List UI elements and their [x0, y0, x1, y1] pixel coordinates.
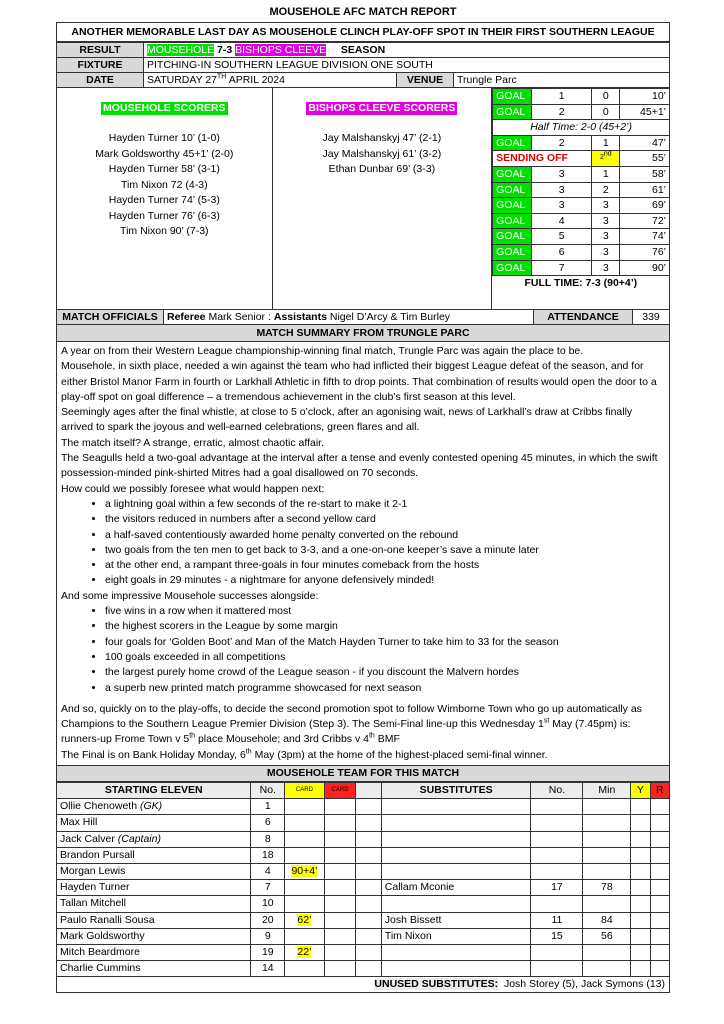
min-header: Min [583, 783, 631, 799]
sub-name [381, 961, 531, 977]
spacer-cell [356, 847, 381, 863]
goal-label: GOAL [493, 89, 532, 105]
goal-minute: 69’ [620, 198, 669, 214]
away-scorer: Ethan Dunbar 69’ (3-3) [328, 163, 436, 175]
sub-red-header: R [650, 783, 669, 799]
home-scorer: Hayden Turner 10’ (1-0) [108, 132, 220, 144]
sub-name: Josh Bissett [381, 912, 531, 928]
scorers-section [57, 88, 669, 310]
away-scorers-title: BISHOPS CLEEVE SCORERS [308, 102, 456, 114]
success-item: • four goals for ‘Golden Boot’ and Man of the Match Hayden Turner to take him to 33 for the season [105, 635, 665, 650]
red-card-minute [324, 799, 356, 815]
highlight-item: • the visitors reduced in numbers after a second yellow card [105, 512, 665, 527]
sub-minute [583, 945, 631, 961]
timeline-goal-row [493, 260, 669, 276]
goal-minute: 76’ [620, 244, 669, 260]
team-row [57, 815, 669, 831]
team-row [57, 864, 669, 880]
sub-red [650, 815, 669, 831]
team-row [57, 912, 669, 928]
subs-header: SUBSTITUTES [381, 783, 531, 799]
player-number: 8 [251, 831, 285, 847]
highlight-item: • at the other end, a rampant three-goals in four minutes comeback from the hosts [105, 558, 665, 573]
match-report-page [56, 0, 670, 993]
yellow-card-minute [285, 928, 325, 944]
goal-label: GOAL [493, 182, 532, 198]
unused-subs [57, 977, 669, 992]
sub-red [650, 831, 669, 847]
sending-off-label: SENDING OFF [493, 151, 592, 167]
sub-number [531, 799, 583, 815]
attendance-value: 339 [633, 310, 670, 325]
attendance-label: ATTENDANCE [534, 310, 633, 325]
team-table [57, 782, 669, 977]
player-number: 9 [251, 928, 285, 944]
home-score: 2 [532, 104, 592, 120]
player-name [57, 847, 251, 863]
timeline-goal-row [493, 135, 669, 151]
player-name [57, 896, 251, 912]
sub-name [381, 815, 531, 831]
summary-paragraphs [61, 344, 665, 497]
sub-number [531, 945, 583, 961]
successes-list [61, 604, 665, 696]
home-score: 4 [532, 213, 592, 229]
sub-name [381, 896, 531, 912]
sub-minute [583, 831, 631, 847]
result-value [144, 43, 670, 58]
unused-subs-label: UNUSED SUBSTITUTES: [374, 978, 499, 991]
spacer-cell [356, 928, 381, 944]
home-score: 3 [532, 198, 592, 214]
sub-red [650, 945, 669, 961]
timeline-goal-row [493, 198, 669, 214]
player-number: 19 [251, 945, 285, 961]
sub-minute: 56 [583, 928, 631, 944]
sub-red [650, 880, 669, 896]
headline: ANOTHER MEMORABLE LAST DAY AS MOUSEHOLE CLINCH PLAY-OFF SPOT IN THEIR FIRST SOUTHERN LEAGUE SEASON [57, 23, 669, 42]
goal-minute: 90’ [620, 260, 669, 276]
red-card-minute [324, 864, 356, 880]
second-yellow-card: 2nd [592, 151, 620, 167]
player-number: 1 [251, 799, 285, 815]
date-value: SATURDAY 27TH APRIL 2024 [144, 73, 397, 88]
spacer-cell [356, 880, 381, 896]
away-score: 3 [592, 229, 620, 245]
goal-label: GOAL [493, 213, 532, 229]
player-name-text: Paulo Ranalli Sousa [60, 913, 155, 926]
sub-red [650, 961, 669, 977]
spacer-cell [356, 864, 381, 880]
home-scorer: Hayden Turner 58’ (3-1) [108, 163, 220, 175]
player-number: 6 [251, 815, 285, 831]
highlight-item: • a half-saved contentiously awarded home penalty converted on the rebound [105, 528, 665, 543]
spacer-cell [356, 896, 381, 912]
fixture-value: PITCHING-IN SOUTHERN LEAGUE DIVISION ONE SOUTH [144, 58, 670, 73]
summary-paragraph: How could we possibly foresee what would happen next: [61, 482, 325, 495]
home-scorer: Hayden Turner 76’ (6-3) [108, 209, 220, 222]
red-card-minute [324, 815, 356, 831]
full-time [493, 276, 669, 291]
result-label: RESULT [57, 43, 144, 58]
fixture-label: FIXTURE [57, 58, 144, 73]
away-score: 3 [592, 213, 620, 229]
sub-name: Tim Nixon [381, 928, 531, 944]
yellow-card-minute [285, 912, 325, 928]
player-name-text: Mitch Beardmore [60, 946, 140, 959]
red-card-header: CARD [324, 783, 356, 799]
away-scorer: Jay Malshanskyj 47’ (2-1) [322, 132, 442, 144]
match-timeline [492, 88, 669, 309]
final-score: 7-3 [217, 44, 233, 56]
sub-minute: 84 [583, 912, 631, 928]
highlights-list [61, 497, 665, 589]
player-name-text: Mark Goldsworthy [60, 929, 145, 942]
player-number: 7 [251, 880, 285, 896]
unused-subs-value: Josh Storey (5), Jack Symons (13) [503, 978, 665, 991]
success-item: • five wins in a row when it mattered most [105, 604, 665, 619]
summary-mid: And some impressive Mousehole successes alongside: [61, 589, 319, 602]
team-row [57, 896, 669, 912]
player-note: (GK) [139, 800, 163, 813]
officials-table [57, 310, 669, 325]
player-note: (Captain) [117, 832, 161, 845]
sub-minute [583, 896, 631, 912]
player-name-text: Jack Calver [60, 832, 115, 845]
timeline-goal-row [493, 213, 669, 229]
sub-minute [583, 961, 631, 977]
away-score: 0 [592, 89, 620, 105]
away-team: BISHOPS CLEEVE [235, 44, 327, 56]
goal-minute: 74’ [620, 229, 669, 245]
summary-paragraph: A year on from their Western League championship-winning final match, Trungle Parc was again the place to be. [61, 345, 584, 357]
team-row [57, 961, 669, 977]
sub-minute [583, 864, 631, 880]
away-score: 0 [592, 104, 620, 120]
timeline-goal-row [493, 244, 669, 260]
sub-number [531, 896, 583, 912]
player-name-text: Hayden Turner [60, 881, 130, 894]
spacer-cell [356, 912, 381, 928]
player-name [57, 799, 251, 815]
summary-title: MATCH SUMMARY FROM TRUNGLE PARC [57, 325, 669, 342]
goal-label: GOAL [493, 260, 532, 276]
away-scorer: Jay Malshanskyj 61’ (3-2) [322, 147, 442, 160]
goal-label: GOAL [493, 198, 532, 214]
sub-number: 15 [531, 928, 583, 944]
away-scorers [273, 88, 493, 309]
goal-minute: 72’ [620, 213, 669, 229]
player-name [57, 880, 251, 896]
sub-yellow [631, 880, 650, 896]
sub-name [381, 831, 531, 847]
home-scorers-list [57, 131, 272, 240]
sub-number [531, 847, 583, 863]
summary-paragraph: The match itself? A strange, erratic, almost chaotic affair. [61, 436, 325, 449]
player-name-text: Charlie Cummins [60, 962, 141, 975]
home-scorer: Hayden Turner 74’ (5-3) [108, 194, 220, 206]
timeline-goal-row [493, 166, 669, 182]
player-number: 18 [251, 847, 285, 863]
match-summary [57, 342, 669, 765]
full-time-label: FULL TIME: [524, 277, 586, 290]
team-row [57, 831, 669, 847]
player-number: 14 [251, 961, 285, 977]
officials-value: Referee Mark Senior : Assistants Nigel D’Arcy & Tim Burley [164, 310, 534, 325]
sub-red [650, 847, 669, 863]
red-card-minute [324, 928, 356, 944]
sub-red [650, 799, 669, 815]
player-name-text: Tallan Mitchell [60, 897, 126, 910]
away-score: 3 [592, 260, 620, 276]
sub-yellow [631, 928, 650, 944]
highlight-item: • eight goals in 29 minutes - a nightmare for anyone defensively minded! [105, 573, 665, 588]
sub-yellow [631, 799, 650, 815]
sub-yellow [631, 961, 650, 977]
venue-label: VENUE [397, 73, 454, 88]
sub-minute [583, 799, 631, 815]
sub-number: 17 [531, 880, 583, 896]
home-score: 5 [532, 229, 592, 245]
yellow-card-minute [285, 864, 325, 880]
home-score: 3 [532, 166, 592, 182]
goal-label: GOAL [493, 135, 532, 151]
red-card-minute [324, 912, 356, 928]
sub-minute [583, 847, 631, 863]
player-number: 20 [251, 912, 285, 928]
summary-playoffs: And so, quickly on to the play-offs, to decide the second promotion spot to follow Wimborne Town who go up automatically as Champions to the Southern League Premier Division (Step 3). The Semi-Final line-up this Wednesday 1st May (7.45pm) is: runners-up Frome Town v 5th place Mousehole; and 3rd Cribbs v 4th BMF [61, 702, 642, 746]
red-card-minute [324, 847, 356, 863]
player-name [57, 831, 251, 847]
highlight-item: • two goals from the ten men to get back to 3-3, and a one-on-one keeper’s save a minute later [105, 543, 665, 558]
sub-number [531, 831, 583, 847]
timeline-goal-row [493, 104, 669, 120]
team-row [57, 880, 669, 896]
page-title: MOUSEHOLE AFC MATCH REPORT [269, 6, 457, 18]
home-score: 7 [532, 260, 592, 276]
goal-label: GOAL [493, 229, 532, 245]
yellow-card-minute [285, 847, 325, 863]
spacer-cell [356, 815, 381, 831]
sending-off-minute: 55’ [620, 151, 669, 167]
player-name-text: Ollie Chenoweth [60, 800, 138, 813]
full-time-extra: (90+4’) [603, 277, 638, 290]
away-score: 1 [592, 135, 620, 151]
player-name [57, 912, 251, 928]
spacer-cell [356, 831, 381, 847]
red-card-minute [324, 831, 356, 847]
red-card-minute [324, 961, 356, 977]
team-row [57, 945, 669, 961]
half-time: Half Time: 2-0 (45+2’) [493, 120, 669, 136]
summary-final: The Final is on Bank Holiday Monday, 6th May (3pm) at the home of the highest-placed semi-final winner. [61, 748, 548, 761]
sub-name [381, 945, 531, 961]
home-team: MOUSEHOLE [147, 44, 215, 56]
sending-off-row [493, 151, 669, 167]
highlight-item: • a lightning goal within a few seconds of the re-start to make it 2-1 [105, 497, 665, 512]
sub-name: Callam Mconie [381, 880, 531, 896]
spacer-cell [356, 799, 381, 815]
team-row [57, 928, 669, 944]
yellow-card-header: CARD [285, 783, 325, 799]
away-score: 3 [592, 244, 620, 260]
timeline-goal-row [493, 182, 669, 198]
home-score: 1 [532, 89, 592, 105]
date-label: DATE [57, 73, 144, 88]
timeline-goal-row [493, 229, 669, 245]
goal-label: GOAL [493, 104, 532, 120]
red-card-minute [324, 945, 356, 961]
yellow-card-minute [285, 896, 325, 912]
sub-number [531, 961, 583, 977]
player-name [57, 928, 251, 944]
player-number: 10 [251, 896, 285, 912]
success-item: • the highest scorers in the League by some margin [105, 619, 665, 634]
team-row [57, 847, 669, 863]
yellow-card-minute [285, 961, 325, 977]
success-item: • 100 goals exceeded in all competitions [105, 650, 665, 665]
half-time-row [493, 120, 669, 136]
goal-minute: 58’ [620, 166, 669, 182]
red-card-minute [324, 896, 356, 912]
away-score: 2 [592, 182, 620, 198]
success-item: • the largest purely home crowd of the League season - if you discount the Malvern hordes [105, 665, 665, 680]
sub-yellow [631, 945, 650, 961]
sub-red [650, 912, 669, 928]
sub-yellow [631, 912, 650, 928]
sub-number [531, 864, 583, 880]
sub-red [650, 864, 669, 880]
player-name [57, 864, 251, 880]
home-scorer: Tim Nixon 90’ (7-3) [120, 225, 209, 237]
sub-name [381, 799, 531, 815]
summary-paragraph: The Seagulls held a two-goal advantage at the interval after a tense and evenly contested opening 45 minutes, in which the swift possession-minded pink-shirted Mitres had a goal disallowed on 70 seconds. [61, 452, 658, 480]
team-row [57, 799, 669, 815]
sub-yellow [631, 815, 650, 831]
sub-red [650, 928, 669, 944]
sub-yellow [631, 847, 650, 863]
away-score: 3 [592, 198, 620, 214]
full-time-score: 7-3 [585, 277, 604, 290]
sub-yellow [631, 864, 650, 880]
yellow-card-value: 62’ [297, 913, 312, 926]
player-name [57, 815, 251, 831]
sub-red [650, 896, 669, 912]
sub-yellow-header: Y [631, 783, 650, 799]
no-header: No. [251, 783, 285, 799]
yellow-card-minute [285, 880, 325, 896]
home-score: 2 [532, 135, 592, 151]
yellow-card-value: 90+4’ [291, 865, 318, 878]
sub-name [381, 864, 531, 880]
goal-minute: 61’ [620, 182, 669, 198]
sub-number [531, 815, 583, 831]
timeline-goal-row [493, 89, 669, 105]
home-score: 3 [532, 182, 592, 198]
goal-minute: 47’ [620, 135, 669, 151]
away-score: 1 [592, 166, 620, 182]
sub-yellow [631, 896, 650, 912]
yellow-card-minute [285, 799, 325, 815]
officials-label: MATCH OFFICIALS [57, 310, 164, 325]
timeline-table [492, 88, 669, 291]
sub-minute: 78 [583, 880, 631, 896]
starting-header: STARTING ELEVEN [57, 783, 251, 799]
home-score: 6 [532, 244, 592, 260]
goal-minute: 10’ [620, 89, 669, 105]
full-time-row [493, 276, 669, 291]
venue-value: Trungle Parc [454, 73, 670, 88]
home-scorers [57, 88, 273, 309]
spacer-cell [356, 945, 381, 961]
yellow-card-minute [285, 815, 325, 831]
team-title: MOUSEHOLE TEAM FOR THIS MATCH [57, 765, 669, 782]
home-scorer: Tim Nixon 72 (4-3) [121, 178, 208, 191]
home-scorers-title: MOUSEHOLE SCORERS [103, 102, 226, 114]
player-name-text: Morgan Lewis [60, 865, 126, 878]
summary-paragraph: Mousehole, in sixth place, needed a win against the team who had inflicted their biggest League defeat of the season, and for either Bristol Manor Farm in fourth or Larkhall Athletic in fifth to drop points. That combination of results would open the door to a play-off spot on goal difference – a tremendous achievement in the club’s first season at this level. [61, 360, 657, 403]
goal-label: GOAL [493, 166, 532, 182]
player-name [57, 945, 251, 961]
player-name-text: Brandon Pursall [60, 848, 135, 861]
away-scorers-list [273, 131, 492, 178]
goal-minute: 45+1’ [620, 104, 669, 120]
success-item: • a superb new printed match programme showcased for next season [105, 681, 665, 696]
home-scorer: Mark Goldsworthy 45+1’ (2-0) [95, 147, 234, 160]
sub-minute [583, 815, 631, 831]
player-name-text: Max Hill [60, 816, 98, 829]
summary-paragraph: Seemingly ages after the final whistle, at close to 5 o’clock, after an agonising wait, news of Larkhall’s draw at Cribbs finally arrived to spark the joyous and well-earned celebrations, green flares and all. [61, 406, 633, 434]
player-name [57, 961, 251, 977]
sub-name [381, 847, 531, 863]
yellow-card-minute [285, 945, 325, 961]
report-frame [56, 22, 670, 993]
sub-no-header: No. [531, 783, 583, 799]
player-number: 4 [251, 864, 285, 880]
goal-label: GOAL [493, 244, 532, 260]
sub-number: 11 [531, 912, 583, 928]
yellow-card-value: 22’ [297, 946, 312, 959]
spacer-cell [356, 961, 381, 977]
yellow-card-minute [285, 831, 325, 847]
sub-yellow [631, 831, 650, 847]
red-card-minute [324, 880, 356, 896]
